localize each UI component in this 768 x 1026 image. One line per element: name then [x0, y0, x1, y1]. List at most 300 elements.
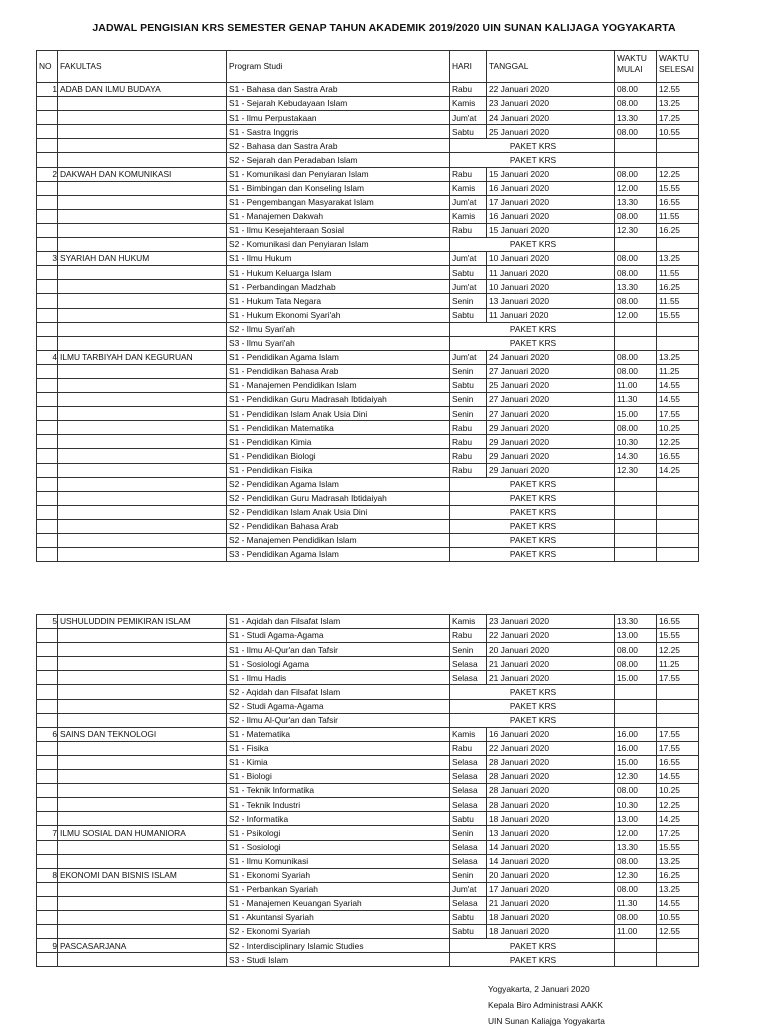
header-waktu-selesai: WAKTU SELESAI	[657, 51, 699, 83]
day-cell: Sabtu	[450, 308, 487, 322]
start-time-cell: 12.00	[615, 826, 657, 840]
faculty-cell	[58, 209, 227, 223]
table-row	[37, 882, 699, 896]
date-cell: 25 Januari 2020	[487, 378, 615, 392]
start-time-cell	[615, 139, 657, 153]
table-row	[37, 896, 699, 910]
start-time-cell: 11.00	[615, 925, 657, 939]
program-cell: S1 - Manajemen Dakwah	[227, 209, 450, 223]
paket-krs-cell: PAKET KRS	[450, 548, 615, 562]
paket-krs-cell: PAKET KRS	[450, 477, 615, 491]
table-row	[37, 798, 699, 812]
program-cell: S1 - Pendidikan Guru Madrasah Ibtidaiyah	[227, 393, 450, 407]
table-row	[37, 548, 699, 562]
row-number-cell	[37, 477, 58, 491]
paket-krs-cell: PAKET KRS	[450, 491, 615, 505]
start-time-cell	[615, 336, 657, 350]
end-time-cell: 11.55	[657, 209, 699, 223]
table-row	[37, 83, 699, 97]
faculty-cell	[58, 491, 227, 505]
header-fakultas: FAKULTAS	[58, 51, 227, 83]
faculty-cell	[58, 195, 227, 209]
program-cell: S1 - Pendidikan Fisika	[227, 463, 450, 477]
row-number-cell	[37, 308, 58, 322]
faculty-cell	[58, 896, 227, 910]
faculty-cell	[58, 111, 227, 125]
day-cell: Senin	[450, 826, 487, 840]
row-number-cell	[37, 925, 58, 939]
start-time-cell	[615, 153, 657, 167]
faculty-cell	[58, 770, 227, 784]
table-row	[37, 519, 699, 533]
faculty-cell	[58, 393, 227, 407]
row-number-cell: 1	[37, 83, 58, 97]
program-cell: S1 - Sosiologi	[227, 840, 450, 854]
faculty-cell	[58, 548, 227, 562]
table-row	[37, 770, 699, 784]
day-cell: Kamis	[450, 181, 487, 195]
day-cell: Rabu	[450, 167, 487, 181]
paket-krs-cell: PAKET KRS	[450, 685, 615, 699]
row-number-cell	[37, 97, 58, 111]
day-cell: Rabu	[450, 435, 487, 449]
day-cell: Selasa	[450, 755, 487, 769]
date-cell: 25 Januari 2020	[487, 125, 615, 139]
end-time-cell: 10.25	[657, 421, 699, 435]
table-row	[37, 910, 699, 924]
end-time-cell: 17.55	[657, 727, 699, 741]
row-number-cell	[37, 463, 58, 477]
end-time-cell	[657, 699, 699, 713]
program-cell: S1 - Pendidikan Matematika	[227, 421, 450, 435]
faculty-cell: PASCASARJANA	[58, 939, 227, 953]
row-number-cell	[37, 534, 58, 548]
end-time-cell: 14.55	[657, 378, 699, 392]
day-cell: Rabu	[450, 463, 487, 477]
day-cell: Selasa	[450, 784, 487, 798]
faculty-cell	[58, 755, 227, 769]
date-cell: 29 Januari 2020	[487, 435, 615, 449]
table-row	[37, 643, 699, 657]
end-time-cell: 16.25	[657, 280, 699, 294]
start-time-cell: 15.00	[615, 407, 657, 421]
row-number-cell	[37, 364, 58, 378]
row-number-cell	[37, 699, 58, 713]
end-time-cell: 17.25	[657, 111, 699, 125]
start-time-cell: 08.00	[615, 882, 657, 896]
day-cell: Sabtu	[450, 812, 487, 826]
date-cell: 22 Januari 2020	[487, 629, 615, 643]
date-cell: 15 Januari 2020	[487, 223, 615, 237]
start-time-cell: 12.00	[615, 308, 657, 322]
date-cell: 28 Januari 2020	[487, 798, 615, 812]
end-time-cell: 10.55	[657, 910, 699, 924]
table-row	[37, 393, 699, 407]
header-program-studi: Program Studi	[227, 51, 450, 83]
table-row	[37, 252, 699, 266]
end-time-cell: 12.25	[657, 167, 699, 181]
day-cell: Senin	[450, 407, 487, 421]
day-cell: Sabtu	[450, 925, 487, 939]
date-cell: 22 Januari 2020	[487, 83, 615, 97]
end-time-cell	[657, 491, 699, 505]
start-time-cell: 08.00	[615, 252, 657, 266]
table-row	[37, 727, 699, 741]
start-time-cell	[615, 685, 657, 699]
start-time-cell: 14.30	[615, 449, 657, 463]
row-number-cell	[37, 910, 58, 924]
faculty-cell: SAINS DAN TEKNOLOGI	[58, 727, 227, 741]
row-number-cell	[37, 671, 58, 685]
faculty-cell	[58, 713, 227, 727]
faculty-cell	[58, 449, 227, 463]
faculty-cell	[58, 953, 227, 967]
end-time-cell: 11.55	[657, 266, 699, 280]
date-cell: 18 Januari 2020	[487, 812, 615, 826]
date-cell: 27 Januari 2020	[487, 407, 615, 421]
row-number-cell	[37, 770, 58, 784]
table-row	[37, 97, 699, 111]
row-number-cell	[37, 519, 58, 533]
table-row	[37, 139, 699, 153]
row-number-cell: 4	[37, 350, 58, 364]
day-cell: Rabu	[450, 741, 487, 755]
faculty-cell	[58, 925, 227, 939]
faculty-cell: ILMU SOSIAL DAN HUMANIORA	[58, 826, 227, 840]
start-time-cell: 08.00	[615, 910, 657, 924]
end-time-cell: 13.25	[657, 252, 699, 266]
table-row	[37, 125, 699, 139]
start-time-cell: 12.30	[615, 463, 657, 477]
end-time-cell: 10.25	[657, 784, 699, 798]
paket-krs-cell: PAKET KRS	[450, 153, 615, 167]
date-cell: 11 Januari 2020	[487, 266, 615, 280]
row-number-cell	[37, 435, 58, 449]
row-number-cell	[37, 223, 58, 237]
row-number-cell	[37, 713, 58, 727]
paket-krs-cell: PAKET KRS	[450, 139, 615, 153]
row-number-cell	[37, 643, 58, 657]
program-cell: S2 - Ekonomi Syariah	[227, 925, 450, 939]
row-number-cell	[37, 491, 58, 505]
date-cell: 28 Januari 2020	[487, 770, 615, 784]
faculty-cell: SYARIAH DAN HUKUM	[58, 252, 227, 266]
date-cell: 27 Januari 2020	[487, 393, 615, 407]
day-cell: Selasa	[450, 770, 487, 784]
day-cell: Rabu	[450, 421, 487, 435]
date-cell: 23 Januari 2020	[487, 615, 615, 629]
row-number-cell: 5	[37, 615, 58, 629]
start-time-cell: 08.00	[615, 209, 657, 223]
program-cell: S2 - Bahasa dan Sastra Arab	[227, 139, 450, 153]
program-cell: S1 - Aqidah dan Filsafat Islam	[227, 615, 450, 629]
end-time-cell: 13.25	[657, 350, 699, 364]
program-cell: S1 - Pengembangan Masyarakat Islam	[227, 195, 450, 209]
program-cell: S1 - Ilmu Komunikasi	[227, 854, 450, 868]
faculty-cell	[58, 153, 227, 167]
start-time-cell	[615, 491, 657, 505]
start-time-cell: 08.00	[615, 266, 657, 280]
start-time-cell: 08.00	[615, 125, 657, 139]
program-cell: S1 - Ilmu Kesejahteraan Sosial	[227, 223, 450, 237]
document-title: JADWAL PENGISIAN KRS SEMESTER GENAP TAHUN AKADEMIK 2019/2020 UIN SUNAN KALIJAGA YOGYAKARTA	[92, 22, 676, 34]
start-time-cell: 12.00	[615, 181, 657, 195]
program-cell: S1 - Sosiologi Agama	[227, 657, 450, 671]
program-cell: S1 - Sejarah Kebudayaan Islam	[227, 97, 450, 111]
row-number-cell	[37, 854, 58, 868]
program-cell: S2 - Studi Agama-Agama	[227, 699, 450, 713]
program-cell: S2 - Pendidikan Islam Anak Usia Dini	[227, 505, 450, 519]
faculty-cell	[58, 854, 227, 868]
start-time-cell: 12.30	[615, 770, 657, 784]
start-time-cell	[615, 699, 657, 713]
row-number-cell	[37, 548, 58, 562]
start-time-cell: 08.00	[615, 97, 657, 111]
faculty-cell	[58, 238, 227, 252]
start-time-cell	[615, 953, 657, 967]
faculty-cell	[58, 505, 227, 519]
day-cell: Rabu	[450, 629, 487, 643]
day-cell: Senin	[450, 364, 487, 378]
end-time-cell: 10.55	[657, 125, 699, 139]
paket-krs-cell: PAKET KRS	[450, 238, 615, 252]
table-row	[37, 280, 699, 294]
end-time-cell: 15.55	[657, 181, 699, 195]
faculty-cell: EKONOMI DAN BISNIS ISLAM	[58, 868, 227, 882]
start-time-cell: 12.30	[615, 868, 657, 882]
signature-place-date: Yogyakarta, 2 Januari 2020	[488, 984, 590, 994]
day-cell: Kamis	[450, 209, 487, 223]
day-cell: Kamis	[450, 615, 487, 629]
program-cell: S1 - Pendidikan Islam Anak Usia Dini	[227, 407, 450, 421]
faculty-cell	[58, 784, 227, 798]
table-row	[37, 238, 699, 252]
row-number-cell	[37, 195, 58, 209]
table-row	[37, 755, 699, 769]
start-time-cell: 13.00	[615, 629, 657, 643]
day-cell: Jum'at	[450, 280, 487, 294]
row-number-cell	[37, 111, 58, 125]
schedule-table-1	[36, 50, 699, 562]
row-number-cell	[37, 238, 58, 252]
program-cell: S1 - Bimbingan dan Konseling Islam	[227, 181, 450, 195]
program-cell: S1 - Teknik Informatika	[227, 784, 450, 798]
faculty-cell	[58, 322, 227, 336]
start-time-cell: 08.00	[615, 784, 657, 798]
date-cell: 29 Januari 2020	[487, 449, 615, 463]
row-number-cell	[37, 181, 58, 195]
faculty-cell	[58, 910, 227, 924]
paket-krs-cell: PAKET KRS	[450, 505, 615, 519]
program-cell: S1 - Pendidikan Agama Islam	[227, 350, 450, 364]
end-time-cell: 15.55	[657, 840, 699, 854]
start-time-cell: 08.00	[615, 364, 657, 378]
start-time-cell: 11.30	[615, 896, 657, 910]
program-cell: S1 - Ilmu Perpustakaan	[227, 111, 450, 125]
program-cell: S1 - Biologi	[227, 770, 450, 784]
day-cell: Jum'at	[450, 252, 487, 266]
table-row	[37, 111, 699, 125]
date-cell: 22 Januari 2020	[487, 741, 615, 755]
date-cell: 15 Januari 2020	[487, 167, 615, 181]
date-cell: 14 Januari 2020	[487, 854, 615, 868]
program-cell: S1 - Ilmu Al-Qur'an dan Tafsir	[227, 643, 450, 657]
program-cell: S2 - Ilmu Syari'ah	[227, 322, 450, 336]
program-cell: S1 - Perbandingan Madzhab	[227, 280, 450, 294]
paket-krs-cell: PAKET KRS	[450, 336, 615, 350]
start-time-cell: 12.30	[615, 223, 657, 237]
table-row	[37, 449, 699, 463]
paket-krs-cell: PAKET KRS	[450, 534, 615, 548]
end-time-cell	[657, 336, 699, 350]
program-cell: S2 - Pendidikan Agama Islam	[227, 477, 450, 491]
start-time-cell	[615, 505, 657, 519]
table-row	[37, 477, 699, 491]
program-cell: S3 - Pendidikan Agama Islam	[227, 548, 450, 562]
table-row	[37, 534, 699, 548]
paket-krs-cell: PAKET KRS	[450, 519, 615, 533]
row-number-cell	[37, 125, 58, 139]
date-cell: 11 Januari 2020	[487, 308, 615, 322]
row-number-cell	[37, 139, 58, 153]
signature-position: Kepala Biro Administrasi AAKK	[488, 1000, 603, 1010]
table-row	[37, 671, 699, 685]
row-number-cell	[37, 812, 58, 826]
program-cell: S1 - Pendidikan Biologi	[227, 449, 450, 463]
program-cell: S1 - Sastra Inggris	[227, 125, 450, 139]
faculty-cell	[58, 685, 227, 699]
date-cell: 10 Januari 2020	[487, 252, 615, 266]
table-row	[37, 741, 699, 755]
date-cell: 24 Januari 2020	[487, 350, 615, 364]
table-row	[37, 223, 699, 237]
end-time-cell: 13.25	[657, 854, 699, 868]
program-cell: S1 - Hukum Keluarga Islam	[227, 266, 450, 280]
table-row	[37, 840, 699, 854]
paket-krs-cell: PAKET KRS	[450, 699, 615, 713]
end-time-cell: 16.25	[657, 223, 699, 237]
day-cell: Sabtu	[450, 910, 487, 924]
end-time-cell	[657, 685, 699, 699]
row-number-cell	[37, 153, 58, 167]
faculty-cell	[58, 378, 227, 392]
start-time-cell: 08.00	[615, 294, 657, 308]
end-time-cell: 14.55	[657, 770, 699, 784]
day-cell: Rabu	[450, 83, 487, 97]
end-time-cell: 16.55	[657, 195, 699, 209]
start-time-cell: 08.00	[615, 643, 657, 657]
row-number-cell	[37, 449, 58, 463]
end-time-cell: 12.55	[657, 925, 699, 939]
faculty-cell	[58, 741, 227, 755]
row-number-cell: 2	[37, 167, 58, 181]
faculty-cell: ADAB DAN ILMU BUDAYA	[58, 83, 227, 97]
start-time-cell: 13.30	[615, 111, 657, 125]
row-number-cell	[37, 266, 58, 280]
paket-krs-cell: PAKET KRS	[450, 322, 615, 336]
date-cell: 13 Januari 2020	[487, 294, 615, 308]
program-cell: S2 - Interdisciplinary Islamic Studies	[227, 939, 450, 953]
table-row	[37, 868, 699, 882]
start-time-cell: 08.00	[615, 83, 657, 97]
row-number-cell	[37, 393, 58, 407]
program-cell: S1 - Ilmu Hukum	[227, 252, 450, 266]
program-cell: S1 - Ilmu Hadis	[227, 671, 450, 685]
end-time-cell: 12.55	[657, 83, 699, 97]
program-cell: S2 - Informatika	[227, 812, 450, 826]
row-number-cell: 9	[37, 939, 58, 953]
faculty-cell	[58, 223, 227, 237]
table-row	[37, 953, 699, 967]
table-row	[37, 812, 699, 826]
program-cell: S2 - Manajemen Pendidikan Islam	[227, 534, 450, 548]
date-cell: 21 Januari 2020	[487, 657, 615, 671]
end-time-cell	[657, 534, 699, 548]
table-row	[37, 925, 699, 939]
day-cell: Selasa	[450, 798, 487, 812]
start-time-cell: 13.30	[615, 840, 657, 854]
header-hari: HARI	[450, 51, 487, 83]
start-time-cell: 16.00	[615, 741, 657, 755]
row-number-cell	[37, 280, 58, 294]
table-row	[37, 435, 699, 449]
faculty-cell	[58, 463, 227, 477]
day-cell: Selasa	[450, 840, 487, 854]
program-cell: S2 - Ilmu Al-Qur'an dan Tafsir	[227, 713, 450, 727]
day-cell: Selasa	[450, 854, 487, 868]
end-time-cell: 11.25	[657, 364, 699, 378]
faculty-cell	[58, 882, 227, 896]
start-time-cell: 16.00	[615, 727, 657, 741]
end-time-cell: 12.25	[657, 435, 699, 449]
table-row	[37, 407, 699, 421]
day-cell: Selasa	[450, 671, 487, 685]
program-cell: S1 - Psikologi	[227, 826, 450, 840]
end-time-cell: 16.25	[657, 868, 699, 882]
faculty-cell	[58, 629, 227, 643]
paket-krs-cell: PAKET KRS	[450, 939, 615, 953]
date-cell: 24 Januari 2020	[487, 111, 615, 125]
faculty-cell	[58, 280, 227, 294]
faculty-cell	[58, 812, 227, 826]
program-cell: S1 - Perbankan Syariah	[227, 882, 450, 896]
start-time-cell	[615, 238, 657, 252]
end-time-cell: 15.55	[657, 308, 699, 322]
table-row	[37, 505, 699, 519]
table-row	[37, 699, 699, 713]
row-number-cell	[37, 336, 58, 350]
end-time-cell	[657, 713, 699, 727]
row-number-cell	[37, 294, 58, 308]
date-cell: 18 Januari 2020	[487, 910, 615, 924]
row-number-cell	[37, 505, 58, 519]
paket-krs-cell: PAKET KRS	[450, 953, 615, 967]
day-cell: Sabtu	[450, 266, 487, 280]
day-cell: Rabu	[450, 449, 487, 463]
date-cell: 17 Januari 2020	[487, 195, 615, 209]
row-number-cell: 8	[37, 868, 58, 882]
program-cell: S1 - Kimia	[227, 755, 450, 769]
start-time-cell: 10.30	[615, 435, 657, 449]
program-cell: S2 - Sejarah dan Peradaban Islam	[227, 153, 450, 167]
end-time-cell: 13.25	[657, 882, 699, 896]
date-cell: 17 Januari 2020	[487, 882, 615, 896]
table-row	[37, 266, 699, 280]
start-time-cell: 11.00	[615, 378, 657, 392]
day-cell: Kamis	[450, 97, 487, 111]
header-tanggal: TANGGAL	[487, 51, 615, 83]
program-cell: S1 - Hukum Tata Negara	[227, 294, 450, 308]
